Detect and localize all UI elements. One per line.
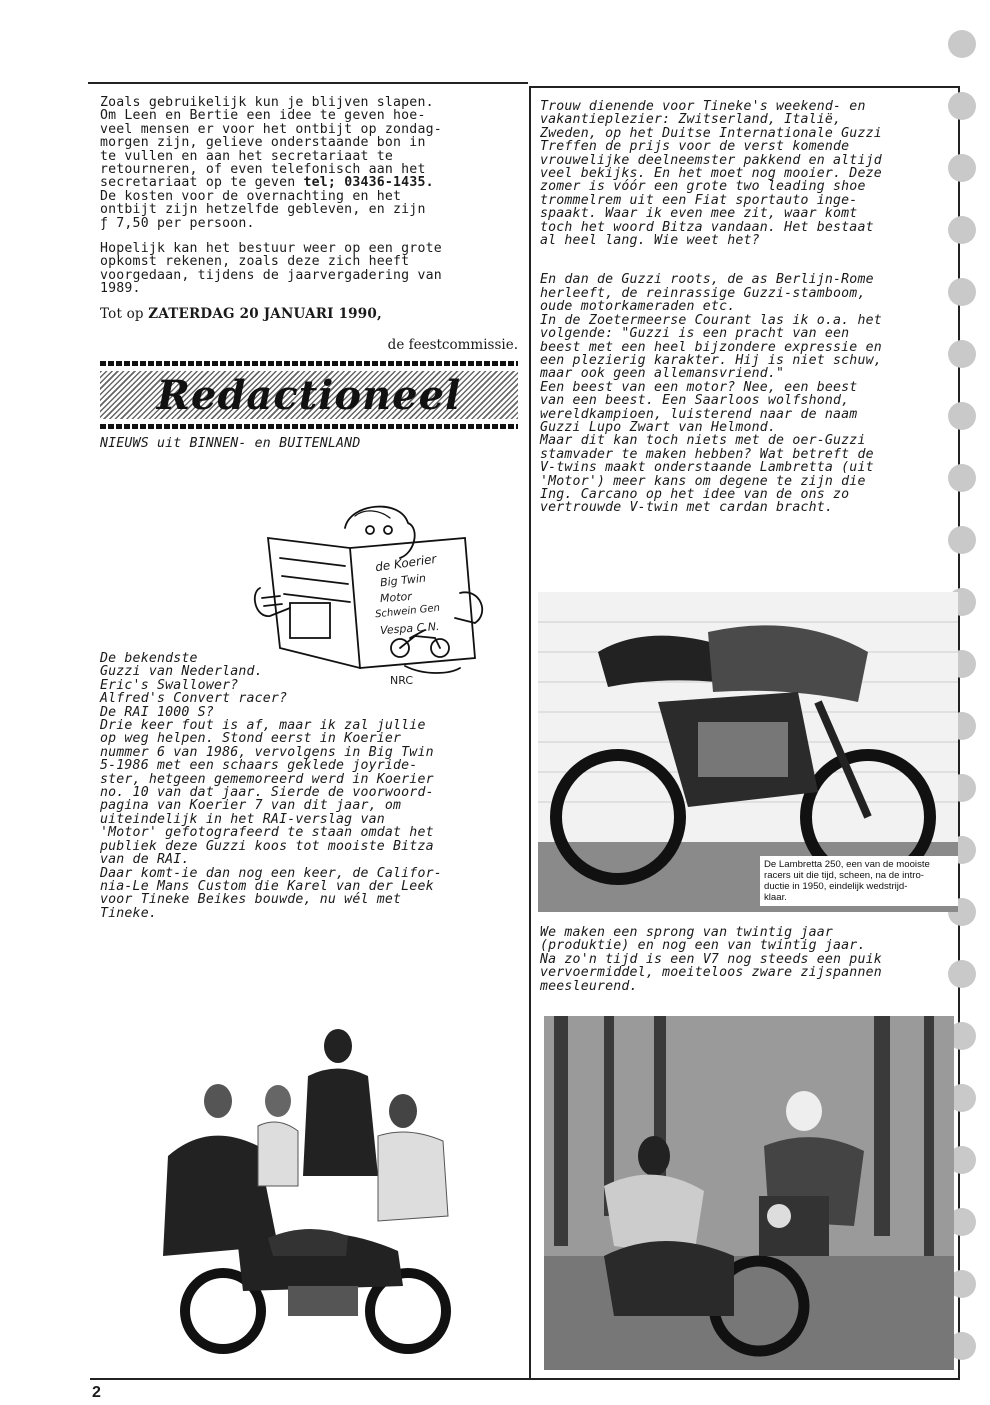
vacation-paragraph: Trouw dienende voor Tineke's weekend- en vakantieplezier: Zwitserland, Italië, Zweden, op het Duitse Internationale Guzzi Treffen de prijs voor de verst komende vrouwelijke deelneemster pakkend en altijd veel bekijks. En het moet nog mooier. Deze zomer is vóór een grote two leading shoe trommelrem uit een Fiat sportauto inge- spaakt. Waar ik even mee zit, waar komt toch het woord Bitza vandaan. Het bestaat al heel lang. Wie weet het?	[540, 99, 882, 249]
binder-hole	[948, 30, 976, 58]
turnout-paragraph: Hopelijk kan het bestuur weer op een grote opkomst rekenen, zoals deze zich heeft voorgedaan, tijdens de jaarvergadering van 1989.	[100, 241, 442, 297]
body-paragraph: Drie keer fout is af, maar ik zal jullie op weg helpen. Stond eerst in Koerier nummer 6 van 1986, vervolgens in Big Twin 5-1986 met een schaars geklede joyride- ster, hetgeen gememoreerd werd in Koerier no. 10 van dat jaar. Sierde de voorwoord- pagina van Koerier 7 van dit jaar, om uiteindelijk in het RAI-verslag van 'Motor' gefotografeerd te staan omdat het publiek deze Guzzi koos tot mooiste Bitza van de RAI. Daar komt-ie dan nog een keer, de Califor- nia-Le Mans Custom die Karel van der Leek voor Tineke Beikes bouwde, nu wél met Tineke.	[100, 718, 442, 921]
group-photo-illustration	[148, 1016, 498, 1362]
cartoon-text-bigtwin: Big Twin	[379, 571, 427, 590]
left-column	[100, 96, 518, 451]
column-divider	[529, 86, 531, 1378]
section-heading: NIEUWS uit BINNEN- en BUITENLAND	[100, 436, 361, 452]
question-lines: De bekendste Guzzi van Nederland. Eric's Swallower? Alfred's Convert racer? De RAI 1000 S?	[100, 651, 288, 720]
left-body	[100, 652, 520, 920]
redactioneel-banner	[100, 361, 518, 431]
banner-hatch	[100, 371, 518, 419]
cartoon-text-schwein: Schwein Gen	[374, 602, 441, 621]
sidecar-photo	[544, 1016, 954, 1370]
date-prefix: Tot op	[100, 305, 149, 322]
sidecar-paragraph: We maken een sprong van twintig jaar (produktie) en nog een van twintig jaar. Na zo'n tijd is een V7 nog steeds een puik vervoermiddel, moeiteloos zware zijspannen meesleurend.	[540, 925, 882, 994]
top-rule-left	[88, 82, 528, 84]
intro-text: Zoals gebruikelijk kun je blijven slapen. Om Leen en Bertie een idee te geven hoe- veel mensen er voor het ontbijt op zondag- morgen zijn, gelieve onderstaande bon in te vullen en aan het secretariaat te retourneren, of even telefonisch aan het secretariaat op te geven	[100, 95, 442, 191]
page-number: 2	[92, 1384, 101, 1401]
cost-paragraph: De kosten voor de overnachting en het ontbijt zijn hetzelfde gebleven, en zijn ƒ 7,50 per persoon.	[100, 188, 426, 231]
signature: de feestcommissie.	[387, 337, 518, 354]
cartoon-text-vespa: Vespa C.N.	[379, 619, 440, 638]
bottom-rule	[90, 1378, 960, 1380]
banner-stripe-top	[100, 361, 518, 366]
intro-paragraph	[100, 96, 518, 190]
right-column	[540, 100, 954, 515]
binder-hole	[948, 526, 976, 554]
group-photo	[148, 1016, 498, 1362]
right-closing	[540, 926, 954, 993]
sidecar-illustration	[544, 1016, 954, 1370]
date-line	[100, 305, 518, 322]
event-date: ZATERDAG 20 JANUARI 1990,	[148, 305, 382, 322]
top-rule-right	[530, 86, 960, 88]
lambretta-caption: De Lambretta 250, een van de mooiste racers uit die tijd, scheen, na de intro- ductie in 1950, eindelijk wedstrijd- klaar.	[760, 856, 958, 906]
roots-paragraph: En dan de Guzzi roots, de as Berlijn-Rome herleeft, de reinrassige Guzzi-stamboom, oude motorkameraden etc. In de Zoetermeerse Courant las ik o.a. het volgende: "Guzzi is een pracht van een beest met een heel bijzondere expressie en een plezierig karakter. Hij is niet schuw, maar ook geen allemansvriend." Een beest van een motor? Nee, een beest van een beest. Een Saarloos wolfshond, wereldkampioen, luisterend naar de naam Guzzi Lupo Zwart van Helmond. Maar dit kan toch niets met de oer-Guzzi stamvader te maken hebben? Wat betreft de V-twins maakt onderstaande Lambretta (uit 'Motor') meer kans om degene te zijn die Ing. Carcano op het idee van de ons zo vertrouwde V-twin met cardan bracht.	[540, 272, 882, 516]
cartoon-text-koerier: de Koerier	[374, 551, 438, 575]
banner-title: Redactioneel	[156, 371, 462, 419]
banner-stripe-bottom	[100, 424, 518, 429]
cartoon-text-nrc: NRC	[390, 674, 414, 687]
cartoon-text-motor: Motor	[379, 589, 413, 606]
phone-number: tel; 03436-1435.	[295, 175, 434, 191]
